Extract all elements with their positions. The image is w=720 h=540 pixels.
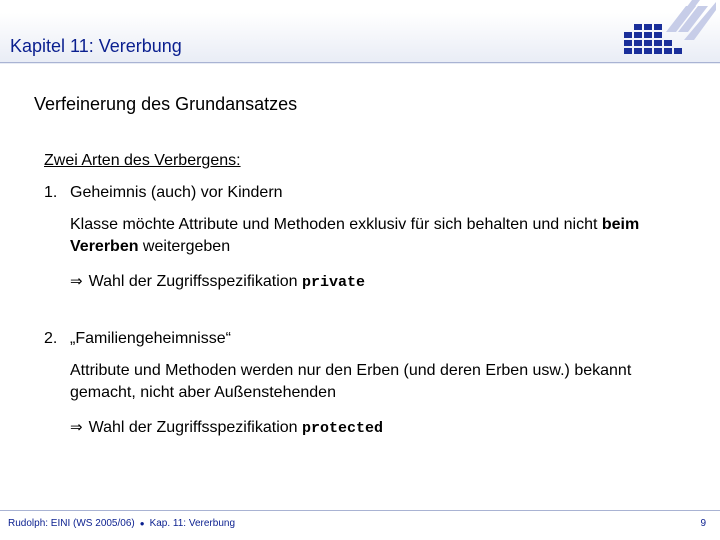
access-specifier-code: private bbox=[302, 274, 366, 291]
item-number: 1. bbox=[44, 184, 58, 201]
paragraph-text-end: weitergeben bbox=[138, 238, 231, 255]
footer-chapter: Kap. 11: Vererbung bbox=[149, 518, 236, 529]
implication-text: Wahl der Zugriffsspezifikation bbox=[88, 419, 302, 436]
implies-arrow-icon: ⇒ bbox=[70, 418, 83, 436]
header-divider bbox=[0, 62, 720, 63]
implication-line bbox=[70, 270, 694, 294]
access-specifier-code: protected bbox=[302, 420, 384, 437]
chapter-title: Kapitel 11: Vererbung bbox=[10, 36, 182, 56]
item-number: 2. bbox=[44, 330, 58, 347]
university-logo-icon bbox=[618, 0, 720, 64]
item-paragraph bbox=[70, 214, 670, 258]
slide-title: Verfeinerung des Grundansatzes bbox=[34, 94, 298, 114]
implication-line bbox=[70, 416, 694, 440]
list-item bbox=[44, 182, 694, 204]
footer-divider bbox=[0, 510, 720, 511]
list-item bbox=[44, 328, 694, 350]
implies-arrow-icon: ⇒ bbox=[70, 272, 83, 290]
footer-author: Rudolph: EINI (WS 2005/06) bbox=[8, 518, 135, 529]
item-label: „Familiengeheimnisse“ bbox=[70, 330, 231, 347]
bullet-icon: ● bbox=[139, 519, 145, 528]
slide-content bbox=[44, 150, 694, 440]
implication-text: Wahl der Zugriffsspezifikation bbox=[88, 273, 302, 290]
item-label: Geheimnis (auch) vor Kindern bbox=[70, 184, 283, 201]
page-number: 9 bbox=[700, 518, 706, 529]
section-heading: Zwei Arten des Verbergens: bbox=[44, 152, 241, 169]
paragraph-bold-text: beim Vererben bbox=[70, 216, 640, 255]
footer-text bbox=[8, 518, 235, 529]
logo-shades bbox=[666, 0, 716, 40]
item-paragraph: Attribute und Methoden werden nur den Erben (und deren Erben usw.) bekannt gemacht, nicht aber Außenstehenden bbox=[70, 362, 632, 401]
spacer bbox=[44, 294, 694, 318]
paragraph-text: Klasse möchte Attribute und Methoden exklusiv für sich behalten und nicht bbox=[70, 216, 602, 233]
